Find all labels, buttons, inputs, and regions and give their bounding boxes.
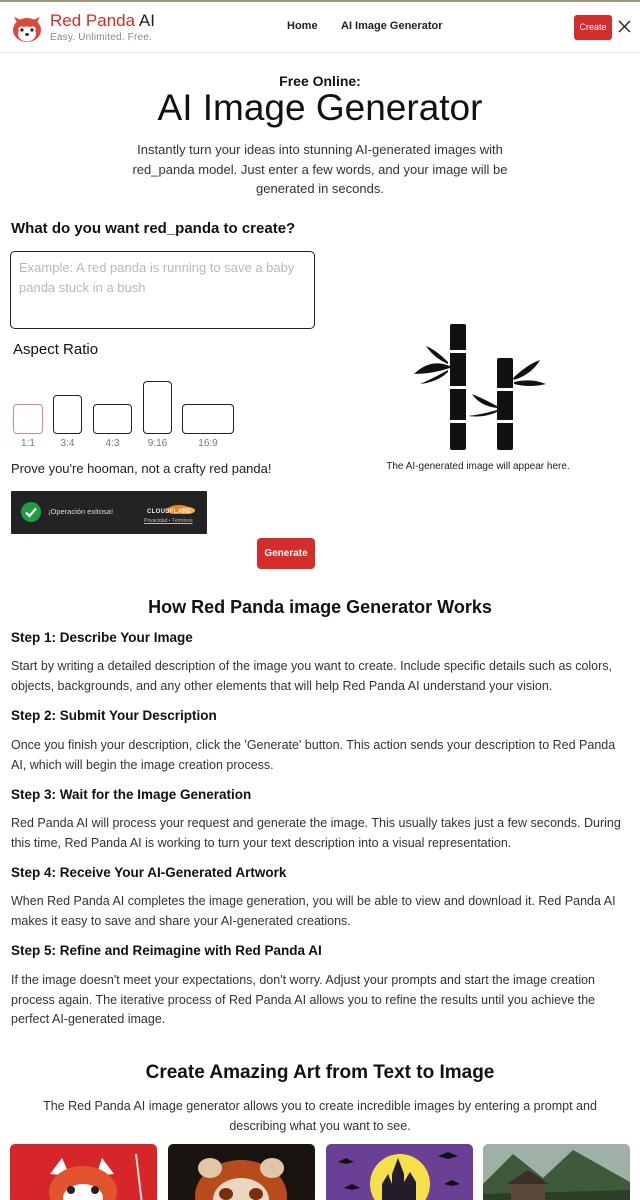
gallery-image-haunted-castle[interactable] bbox=[326, 1144, 473, 1200]
step-1-text: Start by writing a detailed description of the image you want to create. Include specific details such as colors, objects, backgrounds, and any other elements that will help Red Panda AI understand your vision. bbox=[11, 659, 613, 693]
hero-kicker: Free Online: bbox=[279, 73, 361, 89]
ratio-option-3-4[interactable] bbox=[53, 395, 82, 434]
how-it-works-title: How Red Panda image Generator Works bbox=[148, 597, 492, 617]
nav-ai-image-generator[interactable]: AI Image Generator bbox=[341, 20, 443, 32]
prompt-input[interactable] bbox=[10, 251, 315, 329]
prompt-label: What do you want red_panda to create? bbox=[11, 220, 296, 237]
step-1-heading: Step 1: Describe Your Image bbox=[11, 630, 193, 645]
step-3-heading: Step 3: Wait for the Image Generation bbox=[11, 787, 252, 802]
gallery-image-mountain-house[interactable] bbox=[483, 1144, 630, 1200]
brand-suffix: AI bbox=[138, 11, 155, 30]
ratio-label-9-16: 9:16 bbox=[147, 438, 168, 449]
gallery-description: The Red Panda AI image generator allows you to create incredible images by entering a prompt and describing what you want to see. bbox=[43, 1099, 597, 1133]
gallery-image-red-panda-photo[interactable] bbox=[168, 1144, 315, 1200]
step-4-heading: Step 4: Receive Your AI-Generated Artwork bbox=[11, 865, 287, 880]
brand-tagline: Easy. Unlimited. Free. bbox=[50, 32, 153, 43]
image-placeholder-text: The AI-generated image will appear here. bbox=[386, 461, 570, 472]
step-2-heading: Step 2: Submit Your Description bbox=[11, 708, 217, 723]
gallery-image-red-panda-illustration[interactable] bbox=[10, 1144, 157, 1200]
captcha-links[interactable]: Privacidad • Términos bbox=[144, 518, 193, 524]
ratio-label-3-4: 3:4 bbox=[60, 438, 75, 449]
ratio-label-1-1: 1:1 bbox=[21, 438, 35, 449]
success-check-icon bbox=[21, 502, 41, 522]
step-2-text: Once you finish your description, click the 'Generate' button. This action sends your description to Red Panda AI, which will begin the image creation process. bbox=[11, 738, 616, 772]
captcha-brand: CLOUDFLARE bbox=[147, 509, 192, 515]
x-icon[interactable] bbox=[618, 20, 632, 34]
red-panda-logo-icon[interactable] bbox=[10, 11, 44, 45]
captcha-widget[interactable] bbox=[11, 491, 207, 534]
bamboo-icon bbox=[408, 322, 548, 452]
site-header bbox=[0, 2, 640, 53]
step-5-text: If the image doesn't meet your expectations, don't worry. Adjust your prompts and start the image creation process again. The iterative process of Red Panda AI allows you to refine the results until you achieve the perfect AI-generated image. bbox=[11, 973, 596, 1026]
generate-button[interactable]: Generate bbox=[257, 538, 315, 569]
ratio-option-4-3[interactable] bbox=[93, 404, 132, 434]
ratio-label-16-9: 16:9 bbox=[198, 438, 218, 449]
brand-name[interactable]: Red Panda AI bbox=[50, 11, 155, 30]
step-5-heading: Step 5: Refine and Reimagine with Red Panda AI bbox=[11, 943, 322, 958]
ratio-label-4-3: 4:3 bbox=[105, 438, 120, 449]
ratio-option-16-9[interactable] bbox=[182, 404, 234, 434]
aspect-ratio-title: Aspect Ratio bbox=[13, 341, 99, 358]
captcha-status: ¡Operación exitosa! bbox=[48, 507, 114, 516]
ratio-option-1-1[interactable] bbox=[13, 404, 43, 434]
nav-home[interactable]: Home bbox=[287, 20, 318, 32]
create-button[interactable]: Create bbox=[574, 15, 612, 40]
page-title: AI Image Generator bbox=[157, 87, 483, 128]
step-4-text: When Red Panda AI completes the image generation, you will be able to view and download it. Red Panda AI makes it easy to save and share your AI-generated creations. bbox=[11, 894, 616, 928]
step-3-text: Red Panda AI will process your request and generate the image. This usually takes just a few seconds. During this time, Red Panda AI is working to turn your text description into a visual representation. bbox=[11, 816, 621, 850]
ratio-option-9-16[interactable] bbox=[143, 381, 172, 434]
captcha-prompt: Prove you're hooman, not a crafty red panda! bbox=[11, 461, 272, 476]
hero-description: Instantly turn your ideas into stunning AI-generated images with red_panda model. Just enter a few words, and your image will be generated in seconds. bbox=[132, 142, 508, 196]
gallery-title: Create Amazing Art from Text to Image bbox=[145, 1062, 495, 1083]
